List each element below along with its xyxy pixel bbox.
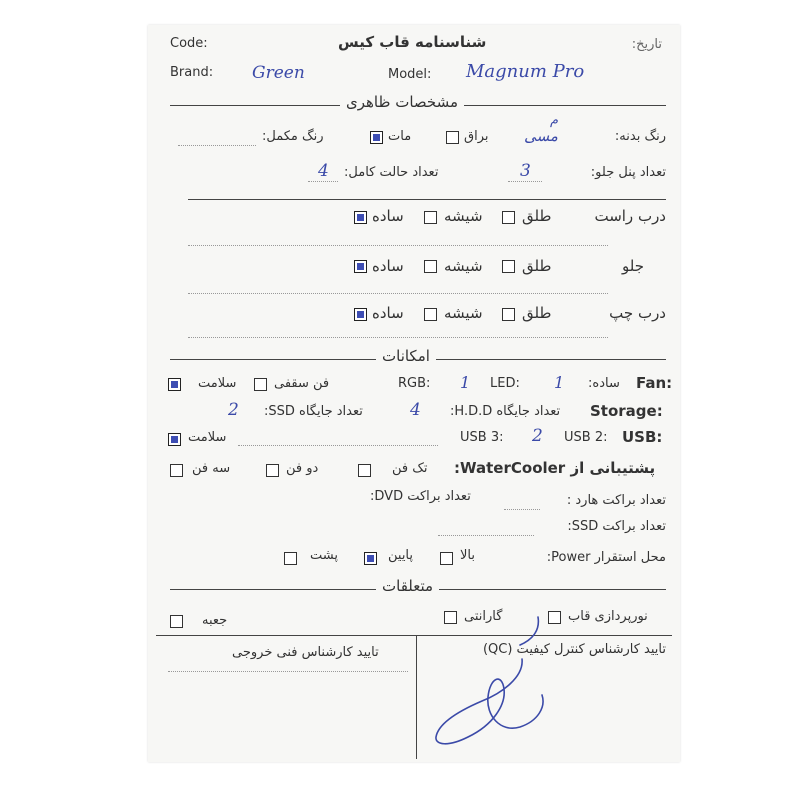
usb2-label: USB 2: bbox=[564, 430, 608, 445]
panel-label: جلو bbox=[622, 257, 644, 275]
qc-signature bbox=[148, 25, 680, 762]
hard-bracket-label: تعداد براکت هارد : bbox=[566, 493, 666, 508]
power-location-label: محل استقرار Power: bbox=[546, 550, 666, 565]
spec-form-paper bbox=[148, 25, 680, 762]
model-label: Model: bbox=[388, 67, 432, 82]
hdd-bays-value: 4 bbox=[410, 400, 421, 420]
complement-color-label: رنگ مکمل: bbox=[262, 129, 324, 144]
fan-label: Fan: bbox=[636, 374, 673, 392]
body-color-superscript: م bbox=[550, 113, 559, 128]
usb2-value: 2 bbox=[532, 426, 543, 446]
storage-label: Storage: bbox=[590, 402, 663, 420]
full-state-count-label: تعداد حالت کامل: bbox=[344, 165, 439, 180]
brand-value: Green bbox=[252, 63, 305, 83]
body-color-label: رنگ بدنه: bbox=[614, 129, 666, 144]
power-bottom-label: پایین bbox=[388, 548, 414, 563]
qc-approval-label: تایید کارشناس کنترل کیفیت (QC) bbox=[482, 642, 666, 657]
form-title: شناسنامه قاب کیس bbox=[338, 33, 487, 51]
features-section-title: امکانات bbox=[376, 347, 436, 365]
box-label: جعبه bbox=[202, 613, 228, 628]
double-fan-label: دو فن bbox=[286, 461, 319, 476]
usb-label: USB: bbox=[622, 428, 663, 446]
ceiling-fan-label: فن سقفی bbox=[274, 376, 330, 391]
panel-label: درب چپ bbox=[609, 304, 666, 322]
fan-healthy-label: سلامت bbox=[198, 376, 237, 391]
triple-fan-label: سه فن bbox=[192, 461, 231, 476]
ssd-bays-value: 2 bbox=[228, 400, 239, 420]
body-color-value: مسی bbox=[524, 127, 558, 145]
model-value: Magnum Pro bbox=[466, 61, 585, 82]
full-state-count-value: 4 bbox=[318, 161, 329, 181]
case-lighting-label: نورپردازی قاب bbox=[568, 609, 648, 624]
fan-rgb-label: RGB: bbox=[398, 376, 431, 391]
code-label: Code: bbox=[170, 36, 208, 51]
brand-label: Brand: bbox=[170, 65, 214, 80]
ssd-bracket-label: تعداد براکت SSD: bbox=[567, 519, 666, 534]
usb3-label: USB 3: bbox=[460, 430, 504, 445]
fan-led-value: 1 bbox=[460, 373, 471, 392]
power-back-label: پشت bbox=[310, 548, 338, 563]
option-label: ساده bbox=[372, 257, 404, 275]
matte-label: مات bbox=[388, 129, 412, 144]
option-label: شیشه bbox=[444, 257, 483, 275]
fan-simple-label: ساده: bbox=[588, 376, 620, 391]
appearance-section-title: مشخصات ظاهری bbox=[340, 93, 464, 111]
dvd-bracket-label: تعداد براکت DVD: bbox=[370, 489, 471, 504]
option-label: طلق bbox=[522, 304, 552, 322]
option-label: ساده bbox=[372, 207, 404, 225]
option-label: شیشه bbox=[444, 207, 483, 225]
option-label: ساده bbox=[372, 304, 404, 322]
date-label: تاریخ: bbox=[631, 37, 662, 52]
accessories-section-title: متعلقات bbox=[376, 577, 439, 595]
option-label: طلق bbox=[522, 207, 552, 225]
panel-label: درب راست bbox=[594, 207, 666, 225]
ssd-bays-label: تعداد جایگاه SSD: bbox=[264, 404, 363, 419]
watercooler-label: پشتیبانی از WaterCooler: bbox=[454, 459, 656, 477]
option-label: طلق bbox=[522, 257, 552, 275]
single-fan-label: تک فن bbox=[392, 461, 428, 476]
glossy-label: براق bbox=[464, 129, 489, 144]
power-top-label: بالا bbox=[460, 548, 475, 563]
fan-led-label: LED: bbox=[490, 376, 520, 391]
warranty-label: گارانتی bbox=[464, 609, 503, 624]
exit-approval-label: تایید کارشناس فنی خروجی bbox=[232, 645, 379, 660]
usb-healthy-label: سلامت bbox=[188, 430, 227, 445]
option-label: شیشه bbox=[444, 304, 483, 322]
front-panel-count-value: 3 bbox=[520, 161, 531, 181]
front-panel-count-label: تعداد پنل جلو: bbox=[590, 165, 666, 180]
fan-simple-value: 1 bbox=[554, 373, 565, 392]
hdd-bays-label: تعداد جایگاه H.D.D: bbox=[450, 404, 561, 419]
